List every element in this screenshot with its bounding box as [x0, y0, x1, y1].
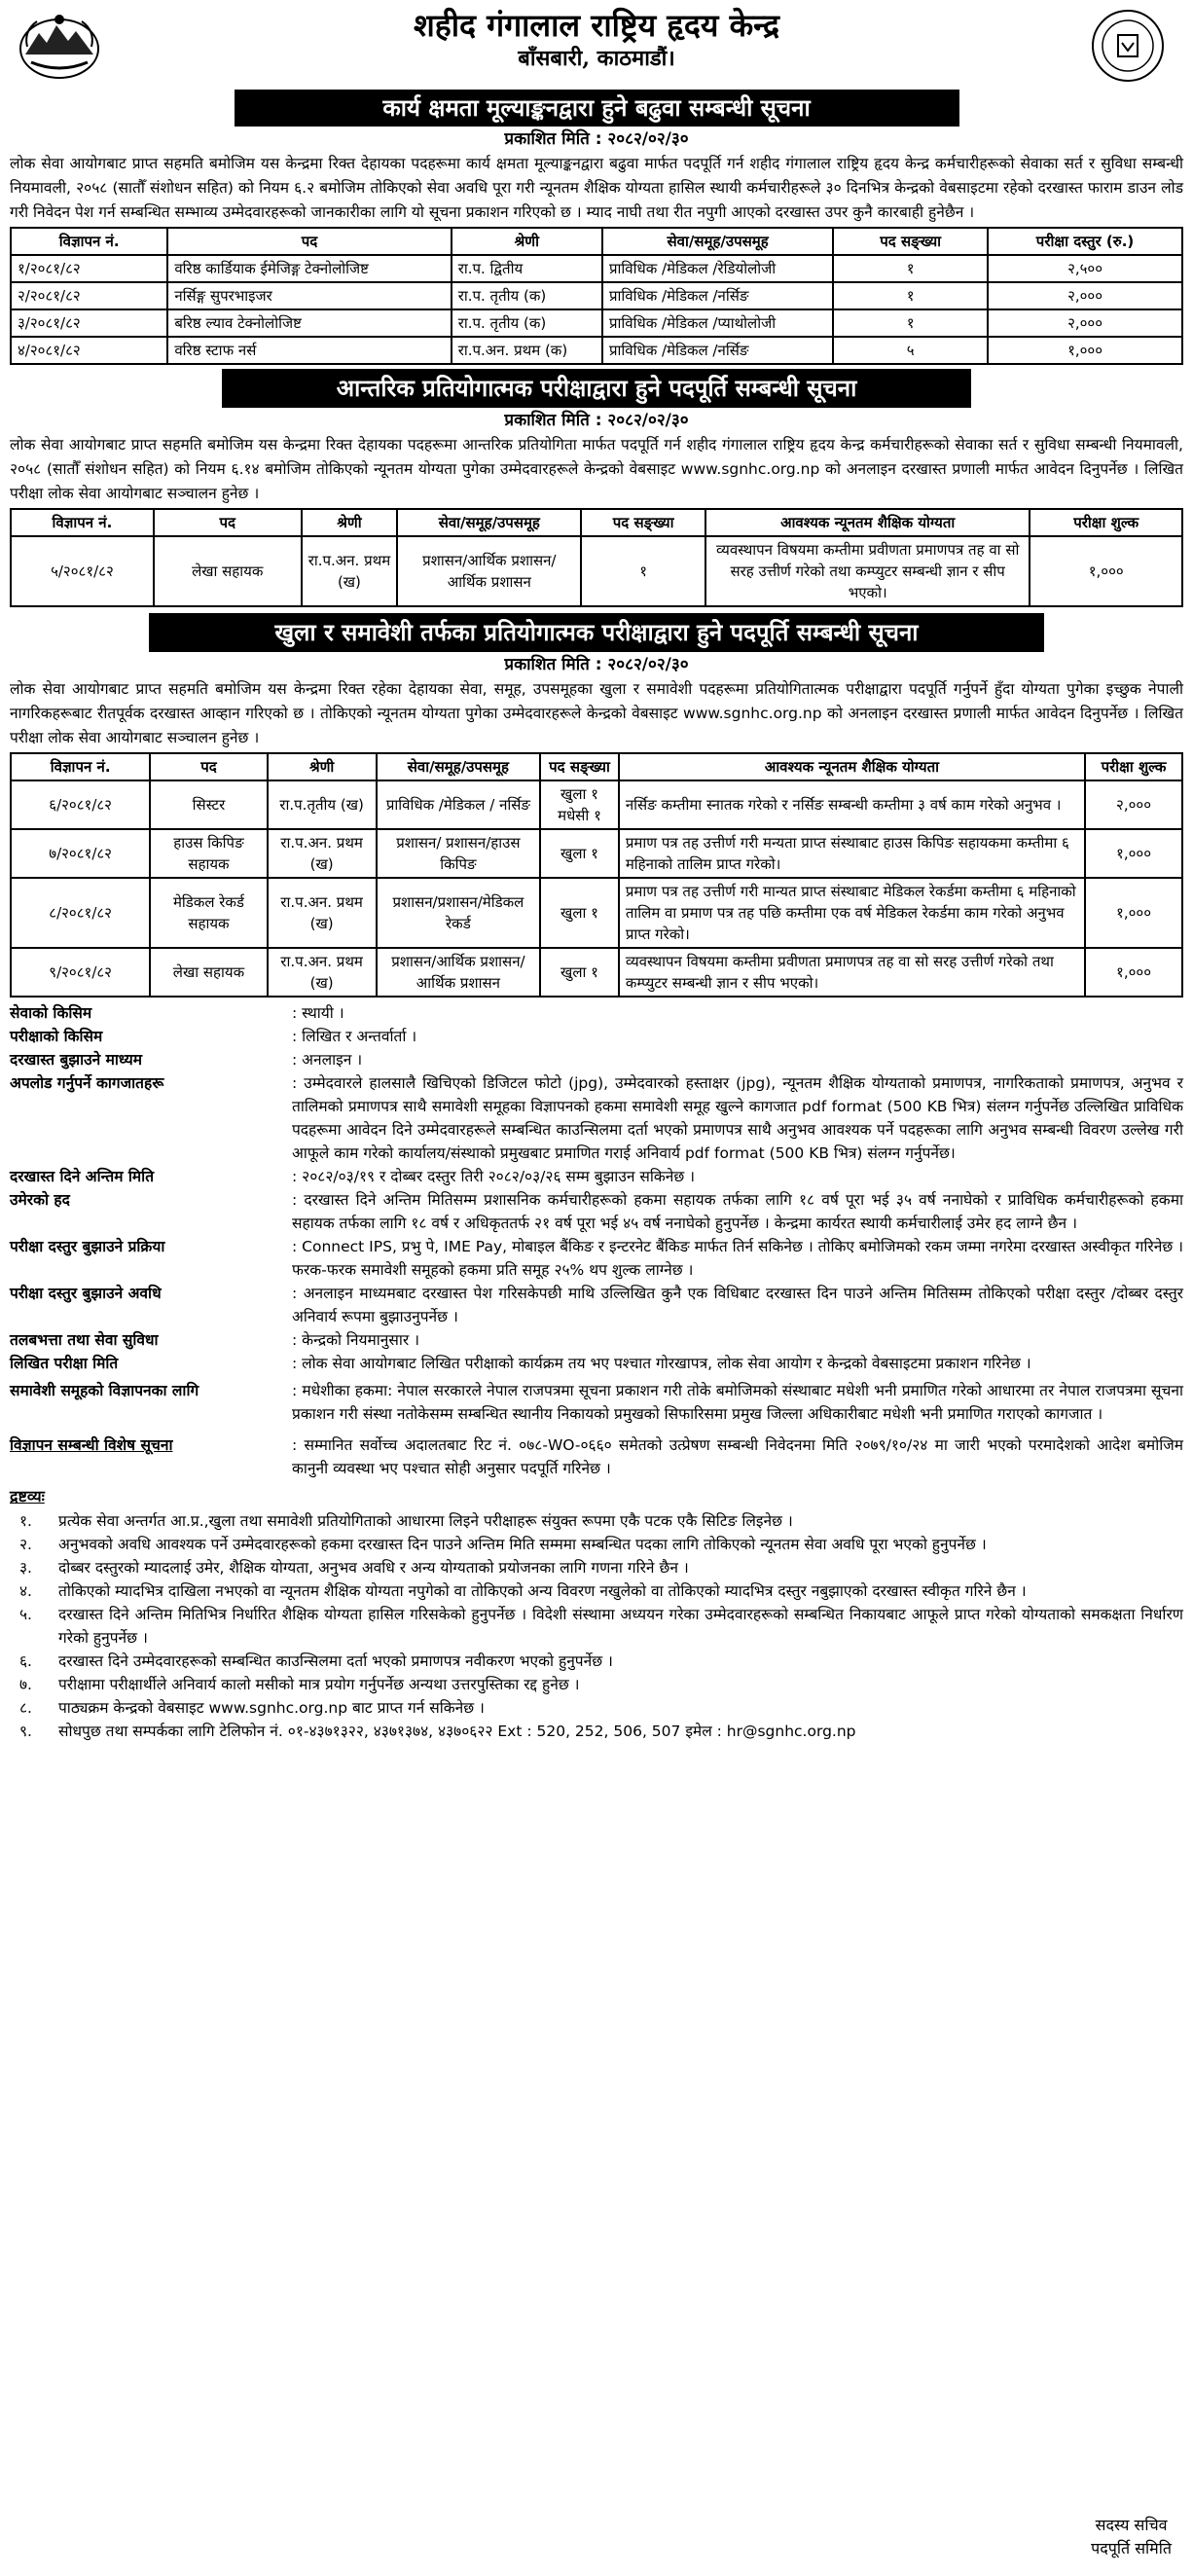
- cell: १,०००: [988, 337, 1182, 364]
- list-item: [10, 1650, 1183, 1673]
- info-list: [10, 1001, 1183, 1426]
- cell: रा.प.अन. प्रथम (क): [452, 337, 602, 364]
- list-item: [10, 1533, 1183, 1556]
- list-item: [10, 1673, 1183, 1696]
- section3-table: [10, 752, 1183, 998]
- table-row: [11, 948, 1182, 997]
- info-value: : लोक सेवा आयोगबाट लिखित परीक्षाको कार्यक्रम तय भए पश्चात गोरखापत्र, लोक सेवा आयोग र केन्द्रको वेबसाइटमा प्रकाशन गरिनेछ ।: [292, 1355, 1031, 1372]
- col-header: श्रेणी: [302, 509, 398, 536]
- cell: रा.प.तृतीय (ख): [268, 780, 377, 829]
- cell: १: [833, 255, 988, 282]
- col-header: श्रेणी: [268, 753, 377, 780]
- cell: नर्सिङ कम्तीमा स्नातक गरेको र नर्सिङ सम्बन्धी कम्तीमा ३ वर्ष काम गरेको अनुभव ।: [619, 780, 1085, 829]
- info-value: : केन्द्रको नियमानुसार ।: [292, 1331, 420, 1349]
- cell: २,५००: [988, 255, 1182, 282]
- cell: ३/२०८१/८२: [11, 309, 167, 337]
- org-name: शहीद गंगालाल राष्ट्रिय हृदय केन्द्र: [413, 7, 780, 44]
- cell: रा.प. तृतीय (क): [452, 282, 602, 309]
- hospital-seal-icon: [1090, 8, 1166, 84]
- info-label: परीक्षा दस्तुर बुझाउने प्रक्रिया: [10, 1238, 165, 1255]
- cell: व्यवस्थापन विषयमा कम्तीमा प्रवीणता प्रमाणपत्र तह वा सो सरह उत्तीर्ण गरेको तथा कम्प्युटर सम्बन्धी ज्ञान र सीप भएको।: [619, 948, 1085, 997]
- cell: २,०००: [988, 282, 1182, 309]
- info-label: दरखास्त बुझाउने माध्यम: [10, 1051, 142, 1069]
- signature-block: [1091, 2514, 1172, 2560]
- cell: ५: [833, 337, 988, 364]
- cell: प्रशासन/प्रशासन/मेडिकल रेकर्ड: [377, 878, 541, 948]
- col-header: पद सङ्ख्या: [581, 509, 705, 536]
- info-label: दरखास्त दिने अन्तिम मिति: [10, 1168, 155, 1185]
- cell: सिस्टर: [150, 780, 267, 829]
- col-header: आवश्यक न्यूनतम शैक्षिक योग्यता: [619, 753, 1085, 780]
- info-row: [10, 1282, 1183, 1328]
- info-label: उमेरको हद: [10, 1191, 70, 1209]
- cell: व्यवस्थापन विषयमा कम्तीमा प्रवीणता प्रमाणपत्र तह वा सो सरह उत्तीर्ण गरेको तथा कम्प्युटर सम्बन्धी ज्ञान र सीप भएको।: [705, 536, 1030, 606]
- table-row: [11, 829, 1182, 878]
- cell: रा.प. तृतीय (क): [452, 309, 602, 337]
- cell: २,०००: [1085, 780, 1182, 829]
- cell: रा.प.अन. प्रथम (ख): [268, 878, 377, 948]
- info-value: : उम्मेदवारले हालसालै खिचिएको डिजिटल फोटो (jpg), उम्मेदवारको हस्ताक्षर (jpg), न्यूनतम शैक्षिक योग्यताको प्रमाणपत्र, नागरिकताको प्रमाणपत्र, अनुभव र तालिमको प्रमाणपत्र साथै समावेशी समूहका विज्ञापनको हकमा समावेशी समूह खुल्ने कागजात pdf format (500 KB भित्र) संलग्न गर्नुपर्नेछ उल्लिखित प्राविधिक पदहरूमा आवेदन दिने उम्मेदवारहरूले सम्बन्धित काउन्सिलमा दर्ता भएको प्रमाणपत्र साथै अनुभव आवश्यक पर्ने पदहरूका लागि अनुभव सम्बन्धी विवरण उल्लेख गरी आफूले काम गरेको कार्यालय/संस्थाको प्रमुखबाट प्रमाणित गराई अनिवार्य pdf format (500 KB भित्र) संलग्न गर्नुपर्नेछ।: [292, 1074, 1183, 1162]
- info-label: अपलोड गर्नुपर्ने कागजातहरू: [10, 1074, 164, 1092]
- table-header-row: [11, 509, 1182, 536]
- cell: प्रशासन/आर्थिक प्रशासन/ आर्थिक प्रशासन: [397, 536, 581, 606]
- cell: १: [581, 536, 705, 606]
- cell: प्राविधिक /मेडिकल /नर्सिङ: [602, 337, 833, 364]
- info-value: : दरखास्त दिने अन्तिम मितिसम्म प्रशासनिक कर्मचारीहरूको हकमा सहायक तर्फका लागि १८ वर्ष पूरा भई ३५ वर्ष ननाघेको र प्राविधिक कर्मचारीहरूको हकमा सहायक तर्फका लागि १८ वर्ष र अधिकृततर्फ २१ वर्ष पूरा भई ४५ वर्ष ननाघेको हुनुपर्नेछ । केन्द्रमा कार्यरत स्थायी कर्मचारीलाई उमेर हद लाग्ने छैन ।: [292, 1191, 1183, 1232]
- list-item: [10, 1556, 1183, 1579]
- info-row: [10, 1352, 1183, 1375]
- cell: १,०००: [1030, 536, 1182, 606]
- cell: रा.प. द्वितीय: [452, 255, 602, 282]
- info-row: [10, 1188, 1183, 1235]
- section2-pub-date: प्रकाशित मिति : २०८२/०२/३०: [504, 411, 689, 430]
- org-address: बाँसबारी, काठमाडौं।: [518, 46, 675, 71]
- col-header: सेवा/समूह/उपसमूह: [397, 509, 581, 536]
- note-number: ३.: [19, 1559, 32, 1577]
- table-row: [11, 878, 1182, 948]
- note-text: दोब्बर दस्तुरको म्यादलाई उमेर, शैक्षिक योग्यता, अनुभव अवधि र अन्य योग्यताको प्रयोजनका लागि गणना गरिने छैन ।: [58, 1559, 689, 1577]
- col-header: विज्ञापन नं.: [11, 228, 167, 255]
- cell: लेखा सहायक: [150, 948, 267, 997]
- cell: रा.प.अन. प्रथम (ख): [302, 536, 398, 606]
- info-row: [10, 1048, 1183, 1071]
- section3-body: लोक सेवा आयोगबाट प्राप्त सहमति बमोजिम यस केन्द्रमा रिक्त रहेका देहायका सेवा, समूह, उपसमूहका खुला र समावेशी पदहरूमा प्रतियोगितात्मक परीक्षाद्वारा पदपूर्ति गर्नुपर्ने हुँदा योग्यता पुगेका इच्छुक नेपाली नागरिकहरूबाट रीतपूर्वक दरखास्त आव्हान गरिएको छ । तोकिएको न्यूनतम योग्यता पुगेका उम्मेदवारहरूले केन्द्रको वेबसाइट www.sgnhc.org.np को अनलाइन दरखास्त प्रणाली मार्फत आवेदन दिनुपर्नेछ । लिखित परीक्षा लोक सेवा आयोगबाट सञ्चालन हुनेछ ।: [10, 680, 1183, 746]
- info-label: समावेशी समूहको विज्ञापनका लागि: [10, 1382, 199, 1399]
- cell: रा.प.अन. प्रथम (ख): [268, 948, 377, 997]
- nepal-emblem-icon: [18, 12, 101, 80]
- col-header: पद सङ्ख्या: [833, 228, 988, 255]
- cell: १: [833, 309, 988, 337]
- cell: प्राविधिक /मेडिकल /नर्सिङ: [602, 282, 833, 309]
- cell: प्रमाण पत्र तह उत्तीर्ण गरी मन्यता प्राप्त संस्थाबाट हाउस किपिङ सहायकमा कम्तीमा ६ महिनाको तालिम प्राप्त गरेको।: [619, 829, 1085, 878]
- section1-title: कार्य क्षमता मूल्याङ्कनद्वारा हुने बढुवा सम्बन्धी सूचना: [235, 90, 959, 127]
- section3-title: खुला र समावेशी तर्फका प्रतियोगात्मक परीक्षाद्वारा हुने पदपूर्ति सम्बन्धी सूचना: [149, 613, 1044, 652]
- note-text: दरखास्त दिने अन्तिम मितिभित्र निर्धारित शैक्षिक योग्यता हासिल गरिसकेको हुनुपर्नेछ । विदेशी संस्थामा अध्ययन गरेका उम्मेदवारहरूको सम्बन्धित निकायबाट आफूले प्राप्त गरेको योग्यताको समकक्षता निर्धारण गरेको हुनुपर्नेछ ।: [58, 1606, 1183, 1647]
- notes-title: द्रष्टव्यः: [10, 1487, 45, 1506]
- info-row: [10, 1001, 1183, 1025]
- note-text: दरखास्त दिने उम्मेदवारहरूको सम्बन्धित काउन्सिलमा दर्ता भएको प्रमाणपत्र नवीकरण भएको हुनुपर्नेछ ।: [58, 1652, 613, 1670]
- col-header: परीक्षा शुल्क: [1085, 753, 1182, 780]
- table-row: [11, 282, 1182, 309]
- cell: १,०००: [1085, 878, 1182, 948]
- note-number: ४.: [19, 1582, 32, 1600]
- special-note: [10, 1433, 1183, 1480]
- col-header: पद: [150, 753, 267, 780]
- cell: खुला १: [540, 948, 619, 997]
- note-number: ९.: [19, 1723, 32, 1740]
- section1-body: लोक सेवा आयोगबाट प्राप्त सहमति बमोजिम यस केन्द्रमा रिक्त देहायका पदहरूमा कार्य क्षमता मूल्याङ्कनद्वारा बढुवा मार्फत पदपूर्ति गर्न शहीद गंगालाल राष्ट्रिय हृदय केन्द्र कर्मचारीहरूको सेवाका सर्त र सुविधा सम्बन्धी नियमावली, २०५८ (सातौँ संशोधन सहित) को नियम ६.२ बमोजिम तोकिएको सेवा अवधि पूरा गरी न्यूनतम शैक्षिक योग्यता हासिल स्थायी कर्मचारीहरूले ३० दिनभित्र केन्द्रको वेबसाइटमा रहेको दरखास्त फाराम डाउन लोड गरी निवेदन पेश गर्न सम्बन्धित सम्भाव्य उम्मेदवारहरूको जानकारीका लागि यो सूचना प्रकाशन गरिएको छ । म्याद नाघी तथा रीत नपुगी आएको दरखास्त उपर कुनै कारबाही हुनेछैन ।: [10, 155, 1183, 221]
- cell: रा.प.अन. प्रथम (ख): [268, 829, 377, 878]
- info-label: तलबभत्ता तथा सेवा सुविधा: [10, 1331, 159, 1349]
- info-row: [10, 1328, 1183, 1352]
- note-number: ८.: [19, 1699, 32, 1717]
- cell: ६/२०८१/८२: [11, 780, 150, 829]
- col-header: परीक्षा दस्तुर (रु.): [988, 228, 1182, 255]
- info-row: [10, 1071, 1183, 1165]
- list-item: [10, 1696, 1183, 1720]
- cell: लेखा सहायक: [154, 536, 302, 606]
- col-header: पद: [154, 509, 302, 536]
- col-header: पद सङ्ख्या: [540, 753, 619, 780]
- cell: ७/२०८१/८२: [11, 829, 150, 878]
- info-label: लिखित परीक्षा मिति: [10, 1355, 119, 1372]
- cell: प्रशासन/आर्थिक प्रशासन/ आर्थिक प्रशासन: [377, 948, 541, 997]
- header: [10, 6, 1183, 86]
- section2-body: लोक सेवा आयोगबाट प्राप्त सहमति बमोजिम यस केन्द्रमा रिक्त देहायका पदहरूमा आन्तरिक प्रतियोगिता मार्फत पदपूर्ति गर्न शहीद गंगालाल राष्ट्रिय हृदय केन्द्र कर्मचारीहरूको सेवाका सर्त र सुविधा सम्बन्धी नियमावली, २०५८ (सातौँ संशोधन सहित) को नियम ६.१४ बमोजिम तोकिएको न्यूनतम योग्यता पुगेका उम्मेदवारहरूले केन्द्रको वेबसाइट www.sgnhc.org.np को अनलाइन दरखास्त प्रणाली मार्फत आवेदन दिनुपर्नेछ । लिखित परीक्षा लोक सेवा आयोगबाट सञ्चालन हुनेछ ।: [10, 436, 1183, 502]
- notes-list: [10, 1509, 1183, 1743]
- cell: बरिष्ठ ल्याव टेक्नोलोजिष्ट: [167, 309, 451, 337]
- info-row: [10, 1025, 1183, 1048]
- table-row: [11, 780, 1182, 829]
- table-header-row: [11, 228, 1182, 255]
- section2-table: [10, 508, 1183, 607]
- table-row: [11, 337, 1182, 364]
- list-item: [10, 1603, 1183, 1650]
- info-value: : स्थायी ।: [292, 1004, 344, 1022]
- list-item: [10, 1579, 1183, 1603]
- col-header: विज्ञापन नं.: [11, 509, 154, 536]
- cell: प्राविधिक /मेडिकल /रेडियोलोजी: [602, 255, 833, 282]
- info-value: : २०८२/०३/१९ र दोब्बर दस्तुर तिरी २०८२/०३/२६ सम्म बुझाउन सकिनेछ ।: [292, 1168, 696, 1185]
- note-text: पाठ्यक्रम केन्द्रको वेबसाइट www.sgnhc.org.np बाट प्राप्त गर्न सकिनेछ ।: [58, 1699, 485, 1717]
- note-text: सोधपुछ तथा सम्पर्कका लागि टेलिफोन नं. ०१-४३७१३२२, ४३७१३७४, ४३७०६२२ Ext : 520, 252, 506, 507 इमेल : hr@sgnhc.org.np: [58, 1723, 856, 1740]
- note-text: परीक्षामा परीक्षार्थीले अनिवार्य कालो मसीको मात्र प्रयोग गर्नुपर्नेछ अन्यथा उत्तरपुस्तिका रद्द हुनेछ ।: [58, 1676, 580, 1693]
- note-number: १.: [19, 1512, 32, 1530]
- cell: ५/२०८१/८२: [11, 536, 154, 606]
- cell: वरिष्ठ कार्डियाक ईमेजिङ्ग टेक्नोलोजिष्ट: [167, 255, 451, 282]
- cell: २,०००: [988, 309, 1182, 337]
- section3-pub-date: प्रकाशित मिति : २०८२/०२/३०: [504, 655, 689, 674]
- signature-title: सदस्य सचिव: [1095, 2516, 1168, 2534]
- col-header: आवश्यक न्यूनतम शैक्षिक योग्यता: [705, 509, 1030, 536]
- col-header: विज्ञापन नं.: [11, 753, 150, 780]
- cell: प्राविधिक /मेडिकल /प्याथोलोजी: [602, 309, 833, 337]
- cell: मेडिकल रेकर्ड सहायक: [150, 878, 267, 948]
- cell: हाउस किपिङ सहायक: [150, 829, 267, 878]
- info-label: परीक्षाको किसिम: [10, 1028, 103, 1045]
- info-value: : मधेशीका हकमा: नेपाल सरकारले नेपाल राजपत्रमा सूचना प्रकाशन गरी तोके बमोजिमको संस्थाबाट मधेशी भनी प्रमाणित गरेको आधारमा तर नेपाल राजपत्रमा सूचना प्रकाशन गरी संस्था नतोकेसम्म सम्बन्धित स्थानीय निकायको प्रमुखको सिफारिसमा प्रमुख जिल्ला अधिकारीबाट मधेशी भनी प्रमाणित गराएको कागजात ।: [292, 1382, 1183, 1423]
- cell: १/२०८१/८२: [11, 255, 167, 282]
- info-label: परीक्षा दस्तुर बुझाउने अवधि: [10, 1285, 162, 1302]
- info-value: : लिखित र अन्तर्वार्ता ।: [292, 1028, 417, 1045]
- note-text: तोकिएको म्यादभित्र दाखिला नभएको वा न्यूनतम शैक्षिक योग्यता नपुगेको वा तोकिएको अन्य विवरण नखुलेको वा तोकिएको म्यादभित्र दस्तुर नबुझाएको दरखास्त स्वीकृत गरिने छैन ।: [58, 1582, 1027, 1600]
- info-row: [10, 1165, 1183, 1188]
- col-header: परीक्षा शुल्क: [1030, 509, 1182, 536]
- note-text: अनुभवको अवधि आवश्यक पर्ने उम्मेदवारहरूको हकमा दरखास्त दिन पाउने अन्तिम मिति सम्ममा सम्बन्धित पदका लागि तोकिएको न्यूनतम सेवा अवधि पूरा भएको हुनुपर्नेछ ।: [58, 1536, 987, 1553]
- special-note-value: : सम्मानित सर्वोच्च अदालतबाट रिट नं. ०७८-WO-०६६० समेतको उत्प्रेषण सम्बन्धी निवेदनमा मिति २०७९/१०/२४ मा जारी भएको परमादेशको आदेश बमोजिम कानुनी व्यवस्था भए पश्चात सोही अनुसार पदपूर्ति गरिनेछ ।: [292, 1436, 1183, 1477]
- section2-title: आन्तरिक प्रतियोगात्मक परीक्षाद्वारा हुने पदपूर्ति सम्बन्धी सूचना: [222, 369, 971, 408]
- cell: खुला १: [540, 829, 619, 878]
- note-number: २.: [19, 1536, 32, 1553]
- section1-table: [10, 227, 1183, 365]
- cell: प्राविधिक /मेडिकल / नर्सिङ: [377, 780, 541, 829]
- list-item: [10, 1720, 1183, 1743]
- col-header: पद: [167, 228, 451, 255]
- cell: २/२०८१/८२: [11, 282, 167, 309]
- table-row: [11, 309, 1182, 337]
- cell: ८/२०८१/८२: [11, 878, 150, 948]
- signature-committee: पदपूर्ति समिति: [1091, 2539, 1172, 2558]
- cell: नर्सिङ्ग सुपरभाइजर: [167, 282, 451, 309]
- info-value: : Connect IPS, प्रभु पे, IME Pay, मोबाइल बैंकिङ र इन्टरनेट बैंकिङ मार्फत तिर्न सकिनेछ । तोकिए बमोजिमको रकम जम्मा नगरेमा दरखास्त अस्वीकृत गरिनेछ । फरक-फरक समावेशी समूहको हकमा प्रति समूह २५% थप शुल्क लाग्नेछ ।: [292, 1238, 1183, 1279]
- table-row: [11, 536, 1182, 606]
- note-number: ६.: [19, 1652, 32, 1670]
- table-header-row: [11, 753, 1182, 780]
- cell: वरिष्ठ स्टाफ नर्स: [167, 337, 451, 364]
- info-row: [10, 1379, 1183, 1426]
- info-row: [10, 1235, 1183, 1282]
- info-value: : अनलाइन माध्यमबाट दरखास्त पेश गरिसकेपछी माथि उल्लिखित कुनै एक विधिबाट दरखास्त दिन पाउने अन्तिम मितिसम्म तोकिएको परीक्षा दस्तुर /दोब्बर दस्तुर अनिवार्य रूपमा बुझाउनुपर्नेछ ।: [292, 1285, 1183, 1325]
- note-number: ७.: [19, 1676, 32, 1693]
- info-label: सेवाको किसिम: [10, 1004, 92, 1022]
- section1-pub-date: प्रकाशित मिति : २०८२/०२/३०: [504, 129, 689, 149]
- col-header: सेवा/समूह/उपसमूह: [602, 228, 833, 255]
- cell: खुला १ मधेसी १: [540, 780, 619, 829]
- cell: १: [833, 282, 988, 309]
- cell: ४/२०८१/८२: [11, 337, 167, 364]
- cell: ९/२०८१/८२: [11, 948, 150, 997]
- cell: १,०००: [1085, 829, 1182, 878]
- cell: १,०००: [1085, 948, 1182, 997]
- cell: प्रमाण पत्र तह उत्तीर्ण गरी मान्यत प्राप्त संस्थाबाट मेडिकल रेकर्डमा कम्तीमा ६ महिनाको तालिम वा प्रमाण पत्र तह पछि कम्तीमा एक वर्ष मेडिकल रेकर्डमा काम गरेको अनुभव प्राप्त गरेको।: [619, 878, 1085, 948]
- table-row: [11, 255, 1182, 282]
- col-header: श्रेणी: [452, 228, 602, 255]
- cell: प्रशासन/ प्रशासन/हाउस किपिङ: [377, 829, 541, 878]
- list-item: [10, 1509, 1183, 1533]
- special-note-label: विज्ञापन सम्बन्धी विशेष सूचना: [10, 1436, 173, 1454]
- note-number: ५.: [19, 1606, 32, 1623]
- col-header: सेवा/समूह/उपसमूह: [377, 753, 541, 780]
- cell: खुला १: [540, 878, 619, 948]
- info-value: : अनलाइन ।: [292, 1051, 363, 1069]
- note-text: प्रत्येक सेवा अन्तर्गत आ.प्र.,खुला तथा समावेशी प्रतियोगिताको आधारमा लिइने परीक्षाहरू संयुक्त रूपमा एकै पटक एकै सिटिङ लिइनेछ ।: [58, 1512, 793, 1530]
